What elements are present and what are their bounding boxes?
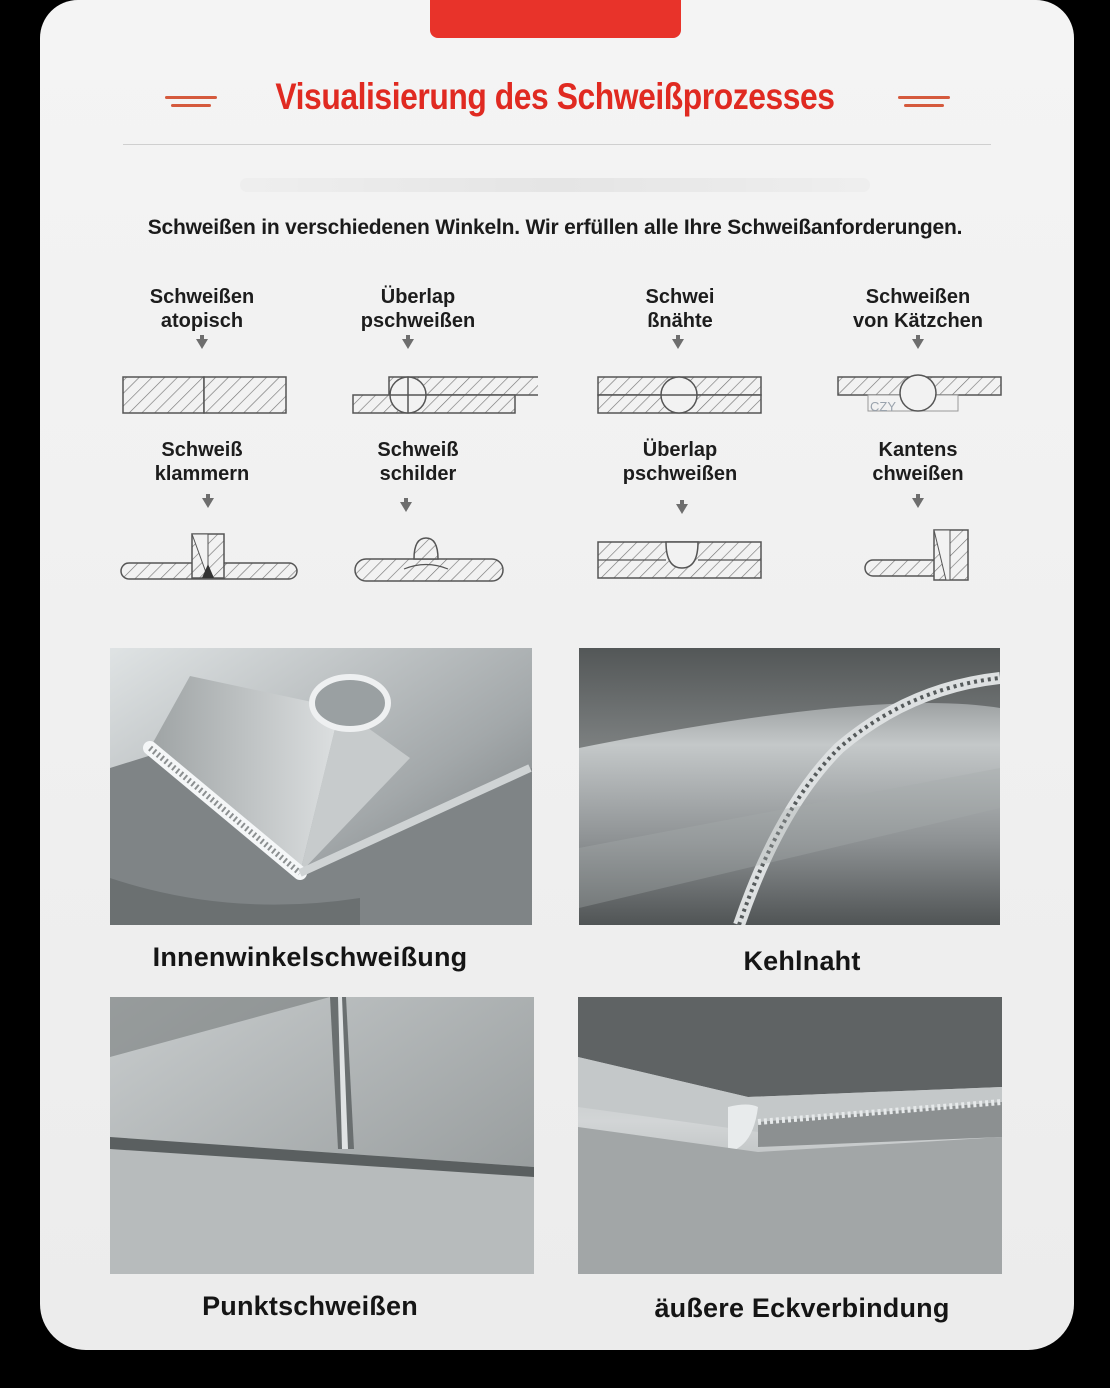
- caption-fillet-weld: Kehlnaht: [743, 946, 861, 976]
- faded-text-line: [240, 178, 870, 192]
- diagram-label: Schweiß klammern: [154, 439, 250, 485]
- caption-outer-corner-joint: äußere Eckverbindung: [654, 1293, 950, 1323]
- photo-inner-corner-weld: [110, 648, 532, 925]
- title-row: [0, 76, 1110, 126]
- diagram-flange-weld: [808, 285, 1028, 425]
- diagram-mark: CZY: [870, 399, 896, 414]
- lap-joint-diagram-icon: [308, 335, 538, 425]
- diagram-label: Schweißen atopisch: [149, 286, 255, 332]
- diagram-label: Schweiß schilder: [377, 439, 459, 485]
- caption-inner-corner-weld: Innenwinkelschweißung: [152, 942, 468, 972]
- groove-weld-diagram-icon: [570, 494, 790, 594]
- diagram-label: Überlap pschweißen: [360, 286, 476, 332]
- subtitle: Schweißen in verschiedenen Winkeln. Wir erfüllen alle Ihre Schweißanforderungen.: [147, 216, 963, 239]
- outer-corner-joint-image: [578, 997, 1002, 1274]
- diagram-t-joint: [92, 438, 312, 588]
- diagram-label: Schwei ßnähte: [645, 286, 715, 332]
- seam-weld-diagram-icon: [570, 335, 790, 425]
- plug-weld-diagram-icon: [308, 494, 528, 594]
- diagram-plug-weld: [308, 438, 528, 588]
- title-divider: [123, 144, 991, 145]
- top-tab: [430, 0, 681, 38]
- page-title: Visualisierung des Schweißprozesses: [275, 76, 835, 117]
- diagram-label: Kantens chweißen: [872, 439, 964, 485]
- photo-spot-weld: [110, 997, 534, 1274]
- diagram-edge-weld: [808, 438, 1028, 588]
- t-joint-diagram-icon: [92, 494, 312, 594]
- spot-weld-image: [110, 997, 534, 1274]
- diagram-label: Überlap pschweißen: [622, 439, 738, 485]
- photo-fillet-weld: [579, 648, 1000, 925]
- inner-corner-weld-image: [110, 648, 532, 925]
- diagram-seam-weld: [570, 285, 790, 425]
- fillet-weld-image: [579, 648, 1000, 925]
- diagram-label: Schweißen von Kätzchen: [852, 286, 984, 332]
- butt-joint-diagram-icon: [92, 335, 312, 425]
- flange-weld-diagram-icon: [808, 335, 1028, 425]
- diagram-butt-weld: [92, 285, 312, 425]
- diagram-groove-weld: [570, 438, 790, 588]
- caption-spot-weld: Punktschweißen: [202, 1291, 418, 1321]
- photo-outer-corner-joint: [578, 997, 1002, 1274]
- edge-weld-diagram-icon: [808, 494, 1028, 594]
- diagram-lap-weld-1: [308, 285, 528, 425]
